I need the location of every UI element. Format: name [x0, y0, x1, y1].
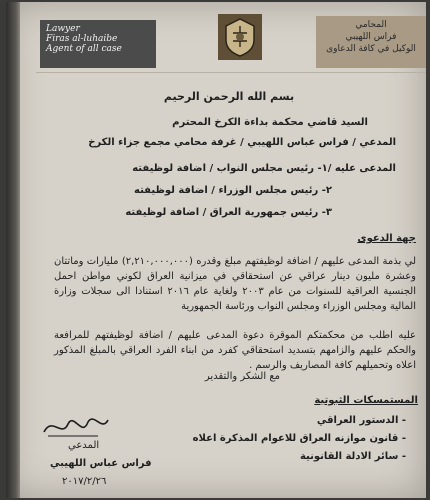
signature-date: ٢٠١٧/٢/٢٦ — [62, 476, 107, 487]
request-text: عليه اطلب من محكمتكم الموقرة دعوة المدعى عليهم / اضافة لوظيفتهم للمرافعة والحكم عليهم والزامهم بتسديد استحقاقي كفرد من ابناء الفرد العراقي بالمبلغ المذكور اعلاه وتحميلهم كافة المصاريف والرسم . — [54, 330, 416, 371]
plaintiff: المدعي / فراس عباس اللهيبي / غرفة محامي مجمع جزاء الكرخ — [88, 137, 396, 148]
defendant-2: ٢- رئيس مجلس الوزراء / اضافة لوظيفته — [134, 185, 332, 196]
emblem-logo — [218, 14, 262, 60]
signature-role: المدعي — [68, 440, 100, 451]
basmala: بسم الله الرحمن الرحيم — [163, 90, 295, 103]
letterhead-english — [40, 20, 156, 68]
defendant-1: المدعى عليه /١- رئيس مجلس النواب / اضافة لوظيفته — [132, 163, 396, 174]
signature-mark — [38, 412, 112, 440]
claim-heading: جهة الدعوى — [357, 233, 416, 244]
header-divider — [36, 72, 426, 73]
attachments-heading: المستمسكات الثبوتية — [314, 395, 418, 406]
letterhead-arabic — [316, 16, 426, 68]
attachment-2: - قانون موازنه العراق للاعوام المذكرة اعلاه — [192, 433, 406, 444]
letterhead-en-line2: Firas al-luhaibe — [46, 34, 118, 44]
attachment-3: - سائر الادلة القانونية — [299, 451, 406, 462]
letterhead-ar-line2: فراس اللهيبي — [345, 32, 397, 42]
letterhead-en-line1: Lawyer — [46, 24, 80, 34]
addressee: السيد قاضي محكمة بداءة الكرخ المحترم — [172, 117, 368, 128]
signature-name: فراس عباس اللهيبي — [50, 458, 152, 469]
letterhead-ar-line1: المحامي — [355, 20, 387, 30]
binder-edge — [6, 2, 20, 498]
letterhead-ar-line3: الوكيل في كافة الدعاوى — [326, 44, 416, 54]
defendant-3: ٣- رئيس جمهورية العراق / اضافة لوظيفته — [125, 207, 332, 218]
claim-text: لي بذمة المدعى عليهم / اضافة لوظيفتهم مبلغ وقدره (٢,٢١٠,٠٠٠,٠٠٠) مليارات وماتتان وعشرة مليون دينار عراقي عن استحقاقي في ميزانية العراق لكوني مواطن احمل الجنسية العراقية للسنوات من عام ٢٠٠٣ ولغاية عام ٢٠١٦ استنادا الى سجلات وزارة المالية ومجلس الوزراء ومجلس النواب ورئاسة الجمهورية — [54, 256, 417, 312]
closing-thanks: مع الشكر والتقدير — [204, 371, 280, 382]
document-page — [6, 2, 426, 498]
attachment-1: - الدستور العراقي — [316, 415, 406, 426]
letterhead — [36, 10, 428, 70]
letterhead-en-line3: Agent of all case — [46, 44, 122, 54]
